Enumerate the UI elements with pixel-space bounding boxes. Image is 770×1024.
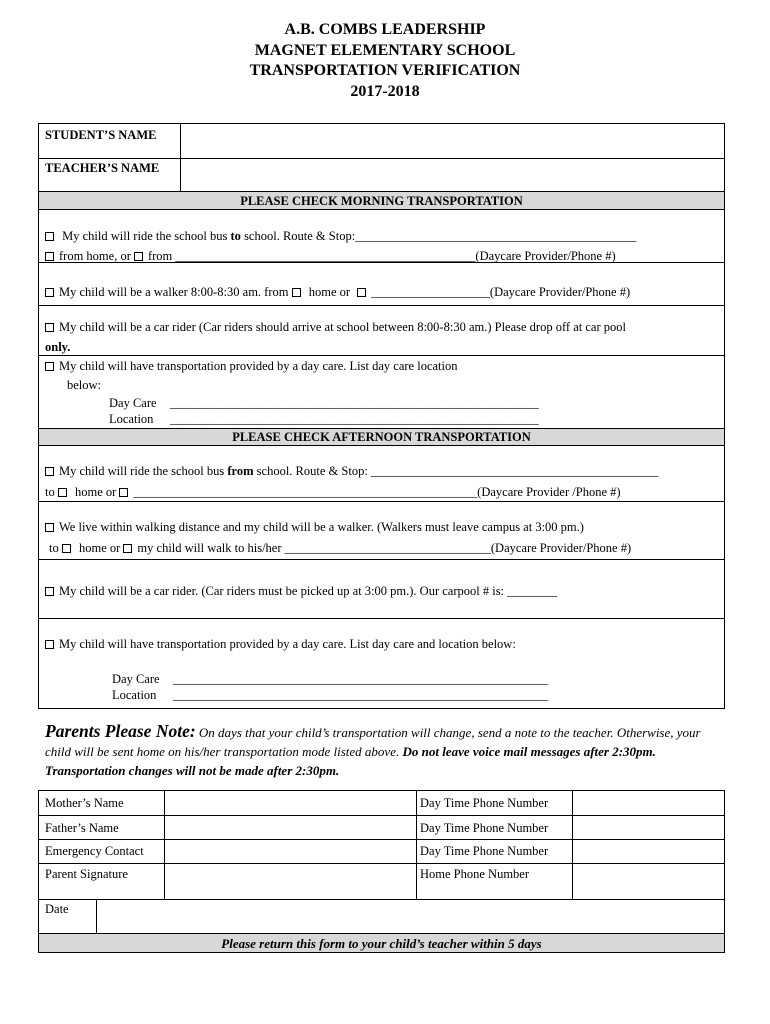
transportation-section	[38, 191, 725, 778]
form-title	[0, 20, 770, 102]
afternoon-to-daycare-checkbox[interactable]	[119, 488, 128, 497]
afternoon-walker-to-option: to home or my child will walk to his/her _________________________________(Daycare Provider/Phone #)	[49, 541, 632, 555]
parent-signature-field[interactable]	[166, 864, 415, 899]
home-phone-label: Home Phone Number	[420, 867, 530, 881]
mother-phone-label: Day Time Phone Number	[420, 796, 549, 810]
afternoon-daycare-location-line[interactable]: ____________________________________________________________	[173, 688, 548, 702]
afternoon-daycare-option: My child will have transportation provided by a day care. List day care and location below:	[45, 637, 516, 652]
father-name-label: Father’s Name	[45, 821, 119, 835]
parents-note-heading: Parents Please Note:	[45, 721, 196, 741]
morning-walker-home-checkbox[interactable]	[292, 288, 301, 297]
morning-daycare-location-line[interactable]: ___________________________________________________________	[170, 412, 539, 426]
emergency-phone-label: Day Time Phone Number	[420, 844, 549, 858]
form-name: TRANSPORTATION VERIFICATION	[249, 62, 521, 79]
student-info-table	[38, 123, 725, 192]
morning-from-daycare-checkbox[interactable]	[134, 252, 143, 261]
date-field[interactable]	[98, 900, 724, 933]
afternoon-walker-home-checkbox[interactable]	[62, 544, 71, 553]
morning-car-rider-option: My child will be a car rider (Car riders should arrive at school between 8:00-8:30 am.) Please drop off at car pool	[45, 320, 626, 335]
emergency-contact-label: Emergency Contact	[45, 844, 144, 858]
date-label: Date	[45, 902, 69, 916]
parents-note-warning: Do not leave voice mail messages after 2:30pm. Transportation changes will not be made after 2:30pm.	[45, 744, 656, 778]
emergency-contact-field[interactable]	[166, 840, 415, 863]
morning-walker-option: My child will be a walker 8:00-8:30 am. from home or ___________________(Daycare Provider/Phone #)	[45, 285, 630, 300]
morning-bus-option: My child will ride the school bus to school. Route & Stop:_____________________________________________	[45, 229, 636, 244]
afternoon-heading: PLEASE CHECK AFTERNOON TRANSPORTATION	[232, 430, 531, 444]
student-name-label: STUDENT’S NAME	[45, 128, 157, 142]
morning-daycare-name-label: Day Care	[109, 396, 157, 410]
morning-walker-daycare-checkbox[interactable]	[357, 288, 366, 297]
afternoon-daycare-checkbox[interactable]	[45, 640, 54, 649]
morning-heading: PLEASE CHECK MORNING TRANSPORTATION	[240, 194, 523, 208]
parent-signature-label: Parent Signature	[45, 867, 128, 881]
morning-daycare-checkbox[interactable]	[45, 362, 54, 371]
emergency-phone-field[interactable]	[574, 840, 724, 863]
parents-note	[45, 722, 716, 780]
father-phone-label: Day Time Phone Number	[420, 821, 549, 835]
afternoon-walker-checkbox[interactable]	[45, 523, 54, 532]
mother-name-field[interactable]	[166, 791, 415, 815]
teacher-name-label: TEACHER’S NAME	[45, 161, 160, 175]
afternoon-bus-checkbox[interactable]	[45, 467, 54, 476]
morning-daycare-option: My child will have transportation provided by a day care. List day care location	[45, 359, 457, 374]
afternoon-daycare-name-label: Day Care	[112, 672, 160, 686]
father-name-field[interactable]	[166, 816, 415, 839]
morning-daycare-below: below:	[67, 378, 102, 392]
afternoon-bus-option: My child will ride the school bus from school. Route & Stop: ______________________________________________	[45, 464, 658, 479]
afternoon-walker-daycare-checkbox[interactable]	[123, 544, 132, 553]
school-name-line1: A.B. COMBS LEADERSHIP	[284, 21, 486, 38]
mother-name-label: Mother’s Name	[45, 796, 124, 810]
morning-daycare-name-line[interactable]: ___________________________________________________________	[170, 396, 539, 410]
afternoon-car-rider-option: My child will be a car rider. (Car riders must be picked up at 3:00 pm.). Our carpool # is: ________	[45, 584, 557, 599]
morning-daycare-location-label: Location	[109, 412, 154, 426]
school-year: 2017-2018	[350, 82, 420, 100]
afternoon-bus-to-option: to home or _______________________________________________________(Daycare Provider /Phone #)	[45, 485, 621, 499]
teacher-name-field[interactable]	[182, 159, 724, 191]
student-name-field[interactable]	[182, 124, 724, 158]
school-name-line2: MAGNET ELEMENTARY SCHOOL	[254, 41, 516, 59]
home-phone-field[interactable]	[574, 864, 724, 899]
morning-bus-checkbox[interactable]	[45, 232, 54, 241]
afternoon-to-home-checkbox[interactable]	[58, 488, 67, 497]
morning-walker-checkbox[interactable]	[45, 288, 54, 297]
morning-car-rider-only: only.	[45, 340, 71, 354]
contacts-table	[38, 790, 725, 953]
morning-car-rider-checkbox[interactable]	[45, 323, 54, 332]
mother-phone-field[interactable]	[574, 791, 724, 815]
afternoon-car-rider-checkbox[interactable]	[45, 587, 54, 596]
father-phone-field[interactable]	[574, 816, 724, 839]
afternoon-walker-option: We live within walking distance and my child will be a walker. (Walkers must leave campus at 3:00 pm.)	[45, 520, 584, 535]
morning-from-home-checkbox[interactable]	[45, 252, 54, 261]
footer-instruction: Please return this form to your child’s teacher within 5 days	[221, 936, 542, 951]
afternoon-daycare-location-label: Location	[112, 688, 157, 702]
morning-bus-from-option: from home, or from ________________________________________________(Daycare Provider/Phone #)	[45, 249, 616, 264]
afternoon-daycare-name-line[interactable]: ____________________________________________________________	[173, 672, 548, 686]
parents-note-text: On days that your child’s transportation will change, send a note to the teacher. Otherwise, your child will be sent home on his/her transportation mode listed above.	[45, 725, 701, 759]
